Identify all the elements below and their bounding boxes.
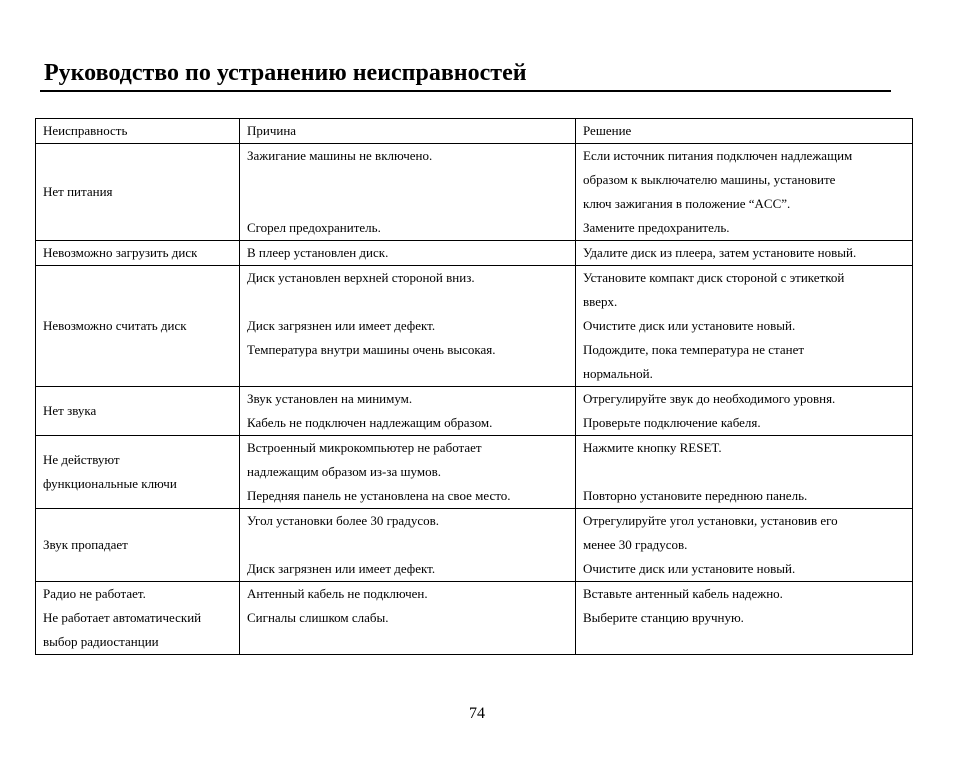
cell-text-line: нормальной. bbox=[583, 366, 653, 381]
cell-text-line bbox=[247, 533, 569, 557]
cell-text-line: вверх. bbox=[583, 294, 618, 309]
page-title: Руководство по устранению неисправностей bbox=[44, 60, 527, 86]
fault-cell bbox=[36, 387, 240, 436]
cell-text-line: Звук пропадает bbox=[43, 537, 128, 552]
table-row bbox=[36, 144, 913, 241]
cell-text-line: Очистите диск или установите новый. bbox=[583, 318, 796, 333]
cell-text-line: Диск загрязнен или имеет дефект. bbox=[247, 561, 436, 576]
fault-cell bbox=[36, 509, 240, 582]
cell-text-line: ключ зажигания в положение “ACC”. bbox=[583, 196, 791, 211]
cell-text-line: Встроенный микрокомпьютер не работает bbox=[247, 440, 482, 455]
cell-text-line: Подождите, пока температура не станет bbox=[583, 342, 805, 357]
cause-cell bbox=[240, 509, 576, 582]
cell-text-line: Сгорел предохранитель. bbox=[247, 220, 381, 235]
header-cause: Причина bbox=[240, 119, 576, 144]
cell-text-line: Кабель не подключен надлежащим образом. bbox=[247, 415, 493, 430]
cell-text-line: менее 30 градусов. bbox=[583, 537, 688, 552]
cell-text-line bbox=[247, 290, 569, 314]
cell-text-line: Диск установлен верхней стороной вниз. bbox=[247, 270, 475, 285]
cell-text-line: функциональные ключи bbox=[43, 476, 177, 491]
table-row bbox=[36, 266, 913, 387]
cell-text-line: Отрегулируйте звук до необходимого уровня. bbox=[583, 391, 836, 406]
cell-text-line: Нажмите кнопку RESET. bbox=[583, 440, 722, 455]
cell-text-line bbox=[247, 192, 569, 216]
solution-cell bbox=[576, 582, 913, 655]
cause-cell bbox=[240, 387, 576, 436]
title-underline bbox=[40, 90, 891, 92]
cause-cell bbox=[240, 266, 576, 387]
cell-text-line: Не действуют bbox=[43, 452, 120, 467]
cell-text-line: Температура внутри машины очень высокая. bbox=[247, 342, 496, 357]
cell-text-line bbox=[247, 168, 569, 192]
header-solution: Решение bbox=[576, 119, 913, 144]
cell-text-line: Угол установки более 30 градусов. bbox=[247, 513, 439, 528]
cell-text-line: Выберите станцию вручную. bbox=[583, 610, 744, 625]
troubleshooting-table bbox=[35, 118, 913, 655]
cell-text-line: Отрегулируйте угол установки, установив его bbox=[583, 513, 838, 528]
cell-text-line: Удалите диск из плеера, затем установите новый. bbox=[583, 245, 857, 260]
solution-cell bbox=[576, 436, 913, 509]
cell-text-line: Диск загрязнен или имеет дефект. bbox=[247, 318, 436, 333]
cell-text-line: Зажигание машины не включено. bbox=[247, 148, 433, 163]
table-header-row bbox=[36, 119, 913, 144]
fault-cell bbox=[36, 266, 240, 387]
cell-text-line: Если источник питания подключен надлежащим bbox=[583, 148, 853, 163]
cell-text-line: Звук установлен на минимум. bbox=[247, 391, 413, 406]
cell-text-line: Передняя панель не установлена на свое место. bbox=[247, 488, 511, 503]
cell-text-line: Нет питания bbox=[43, 184, 113, 199]
solution-cell bbox=[576, 144, 913, 241]
cell-text-line: Сигналы слишком слабы. bbox=[247, 610, 389, 625]
cell-text-line bbox=[583, 460, 906, 484]
cell-text-line: В плеер установлен диск. bbox=[247, 245, 389, 260]
cause-cell bbox=[240, 436, 576, 509]
table-row bbox=[36, 582, 913, 655]
table-row bbox=[36, 387, 913, 436]
solution-cell bbox=[576, 241, 913, 266]
cell-text-line: выбор радиостанции bbox=[43, 634, 159, 649]
cell-text-line: Повторно установите переднюю панель. bbox=[583, 488, 808, 503]
solution-cell bbox=[576, 266, 913, 387]
cell-text-line: Антенный кабель не подключен. bbox=[247, 586, 428, 601]
header-fault: Неисправность bbox=[36, 119, 240, 144]
cell-text-line: Очистите диск или установите новый. bbox=[583, 561, 796, 576]
table-row bbox=[36, 436, 913, 509]
cell-text-line: Проверьте подключение кабеля. bbox=[583, 415, 761, 430]
solution-cell bbox=[576, 387, 913, 436]
table-row bbox=[36, 241, 913, 266]
cell-text-line: Нет звука bbox=[43, 403, 97, 418]
cell-text-line: Замените предохранитель. bbox=[583, 220, 730, 235]
cell-text-line bbox=[247, 630, 569, 654]
cause-cell bbox=[240, 241, 576, 266]
cell-text-line: Невозможно считать диск bbox=[43, 318, 187, 333]
fault-cell bbox=[36, 582, 240, 655]
cell-text-line bbox=[247, 362, 569, 386]
fault-cell bbox=[36, 241, 240, 266]
cell-text-line: Невозможно загрузить диск bbox=[43, 245, 198, 260]
cell-text-line: образом к выключателю машины, установите bbox=[583, 172, 836, 187]
fault-cell bbox=[36, 144, 240, 241]
table-row bbox=[36, 509, 913, 582]
cell-text-line: надлежащим образом из-за шумов. bbox=[247, 464, 441, 479]
cell-text-line: Радио не работает. bbox=[43, 586, 146, 601]
cell-text-line: Установите компакт диск стороной с этикеткой bbox=[583, 270, 845, 285]
cell-text-line: Не работает автоматический bbox=[43, 610, 202, 625]
cell-text-line bbox=[583, 630, 906, 654]
cause-cell bbox=[240, 144, 576, 241]
cause-cell bbox=[240, 582, 576, 655]
fault-cell bbox=[36, 436, 240, 509]
solution-cell bbox=[576, 509, 913, 582]
page-number: 74 bbox=[469, 705, 485, 722]
cell-text-line: Вставьте антенный кабель надежно. bbox=[583, 586, 783, 601]
